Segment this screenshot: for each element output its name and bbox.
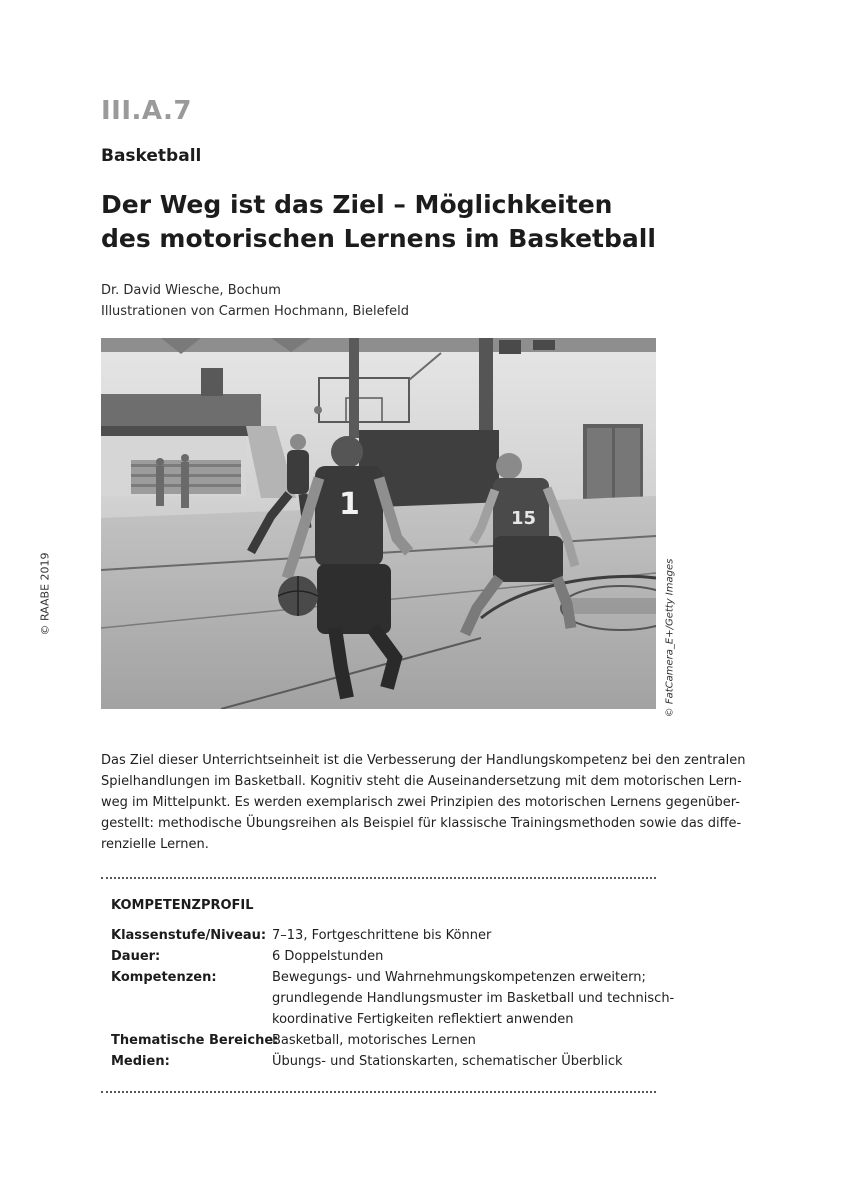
photo-credit: © FatCamera_E+/Getty Images [664,558,676,718]
subject-label: Basketball [101,146,202,166]
dotted-divider-bottom [101,1091,656,1093]
side-copyright: © RAABE 2019 [38,552,52,636]
profile-value-competencies-3: koordinative Fertigkeiten reflektiert anwenden [272,1012,574,1027]
profile-value-duration: 6 Doppelstunden [272,949,384,964]
intro-paragraph [101,750,746,855]
dotted-divider-top [101,877,656,879]
profile-value-level: 7–13, Fortgeschrittene bis Könner [272,928,492,943]
author-name: Dr. David Wiesche, Bochum [101,283,281,298]
profile-value-media: Übungs- und Stationskarten, schematischer Überblick [272,1054,623,1069]
intro-line: gestellt: methodische Übungsreihen als Beispiel für klassische Trainingsmethoden sowie das diffe- [101,816,742,831]
intro-line: renzielle Lernen. [101,837,209,852]
jersey-number-defender: 15 [511,508,537,529]
intro-line: weg im Mittelpunkt. Es werden exemplarisch zwei Prinzipien des motorischen Lernens gegenüber- [101,795,740,810]
profile-value-competencies-2: grundlegende Handlungsmuster im Basketball und technisch- [272,991,675,1006]
profile-value-competencies-1: Bewegungs- und Wahrnehmungskompetenzen erweitern; [272,970,646,985]
profile-heading: KOMPETENZPROFIL [111,898,254,913]
profile-label-media: Medien: [111,1054,170,1069]
profile-label-level: Klassenstufe/Niveau: [111,928,267,943]
intro-line: Das Ziel dieser Unterrichtseinheit ist die Verbesserung der Handlungskompetenz bei den zentralen [101,753,746,768]
profile-value-topics: Basketball, motorisches Lernen [272,1033,476,1048]
author-block [101,280,409,322]
title-line-2: des motorischen Lernens im Basketball [101,224,656,253]
basketball-photo [101,338,656,709]
title-line-1: Der Weg ist das Ziel – Möglichkeiten [101,190,613,219]
illustrator-credit: Illustrationen von Carmen Hochmann, Bielefeld [101,304,410,319]
profile-label-competencies: Kompetenzen: [111,970,217,985]
profile-label-duration: Dauer: [111,949,161,964]
profile-label-topics: Thematische Bereiche: [111,1033,279,1048]
page-title [101,188,701,256]
section-code: III.A.7 [101,96,192,126]
jersey-number-front: 1 [339,487,360,522]
intro-line: Spielhandlungen im Basketball. Kognitiv steht die Auseinandersetzung mit dem motorischen Lern- [101,774,742,789]
